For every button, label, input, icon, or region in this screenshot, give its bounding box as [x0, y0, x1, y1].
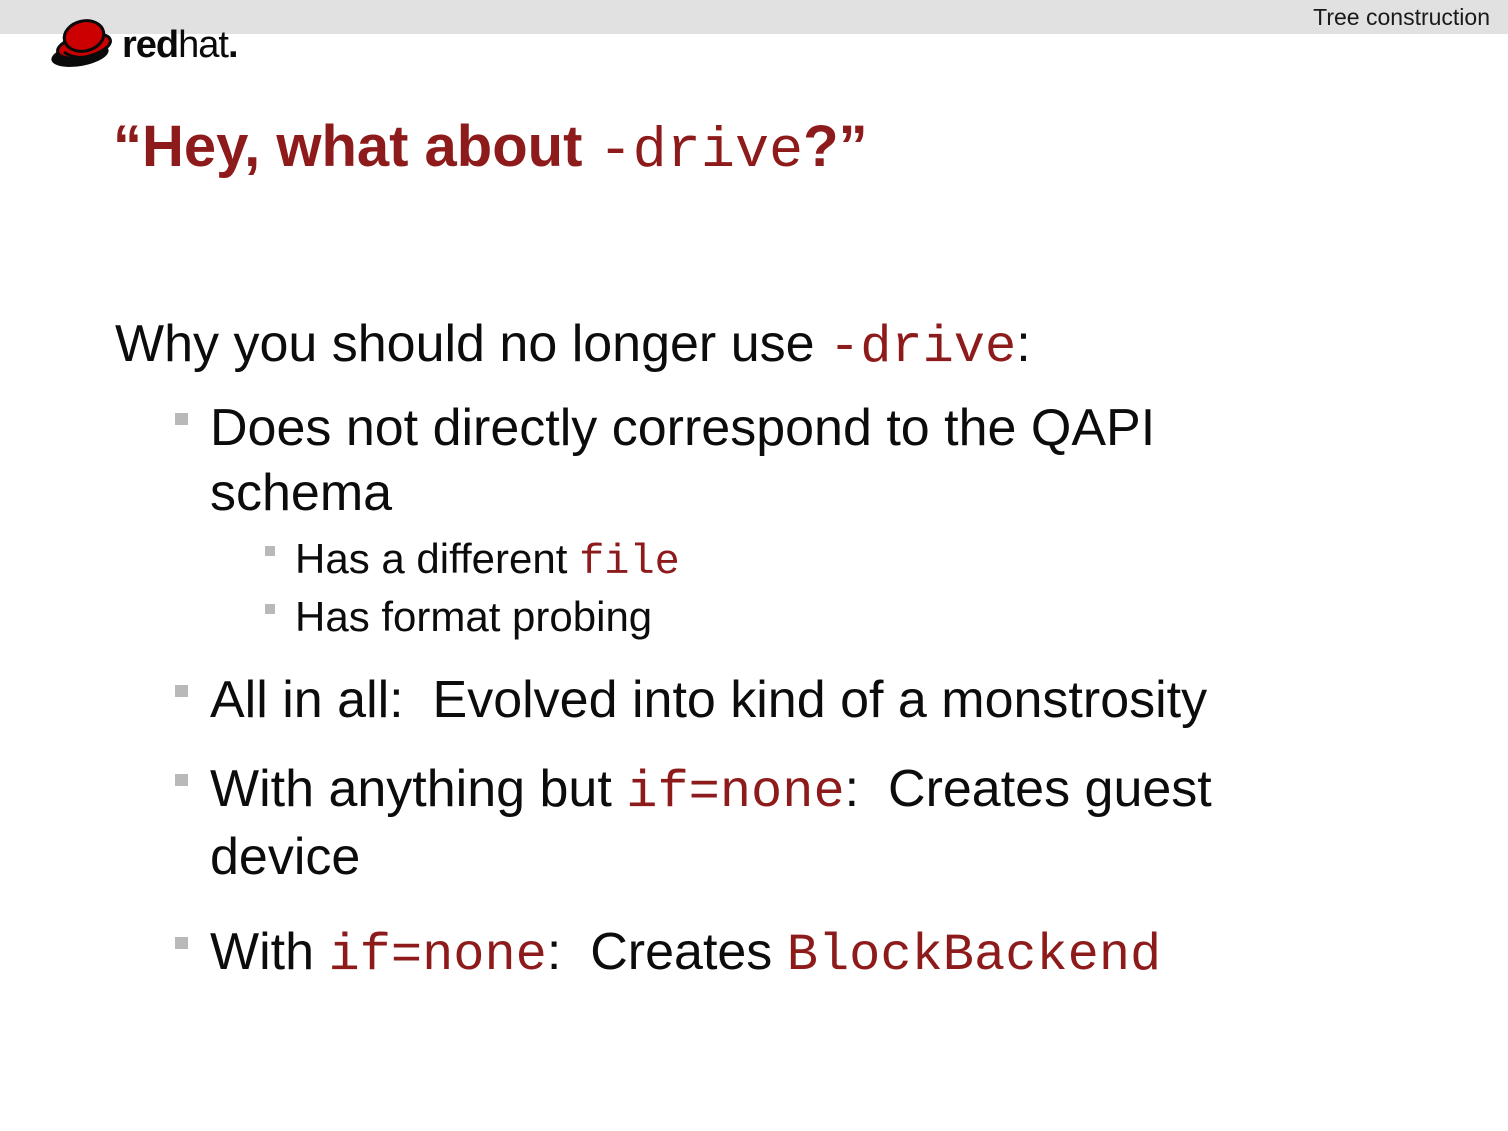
bullet-guest-pre: With anything but	[210, 760, 627, 819]
intro-code-drive: -drive	[828, 318, 1017, 377]
bullet-bb-mid: : Creates	[546, 923, 787, 982]
bullet-item-qapi	[210, 396, 1325, 644]
slide-title	[113, 112, 868, 186]
sub-bullet-square-icon	[265, 604, 275, 614]
sub-probing-text: Has format probing	[295, 592, 653, 640]
bullet-monstrosity-text: All in all: Evolved into kind of a monstrosity	[210, 671, 1208, 730]
bullet-item-monstrosity	[210, 668, 1325, 733]
bullet-code-blockbackend: BlockBackend	[786, 926, 1162, 986]
bullet-square-icon	[175, 937, 188, 949]
section-label: Tree construction	[1313, 4, 1490, 30]
bullet-code-ifnone: if=none	[328, 926, 547, 986]
brand-dot: .	[227, 24, 238, 66]
bullet-item-blockbackend	[210, 920, 1325, 988]
bullet-list	[115, 396, 1325, 988]
bullet-square-icon	[175, 685, 188, 697]
sub-bullet-item-file	[295, 532, 1325, 590]
sub-bullet-list	[210, 532, 1325, 644]
intro-colon: :	[1016, 315, 1031, 373]
title-code-drive: -drive	[598, 120, 804, 184]
intro-line	[115, 312, 1325, 380]
brand-red: red	[122, 24, 179, 66]
redhat-logo	[50, 12, 238, 68]
bullet-square-icon	[175, 774, 188, 786]
red-fedora-hat-icon	[50, 12, 116, 68]
brand-hat: hat	[178, 24, 228, 66]
bullet-square-icon	[175, 413, 188, 425]
intro-text: Why you should no longer use	[115, 315, 829, 373]
bullet-bb-pre: With	[210, 923, 329, 982]
slide-body	[115, 312, 1325, 988]
bullet-code-ifnone: if=none	[626, 763, 845, 823]
sub-bullet-item-probing	[295, 590, 1325, 645]
brand-wordmark	[122, 26, 238, 64]
bullet-qapi-text: Does not directly correspond to the QAPI schema	[210, 399, 1156, 522]
sub-code-file: file	[579, 538, 680, 586]
bullet-guest-post: : Creates guest device	[210, 760, 1227, 887]
title-text-lead: “Hey, what about	[113, 114, 599, 179]
sub-file-text: Has a different	[295, 535, 580, 582]
bullet-item-guest-device	[210, 757, 1325, 890]
title-text-tail: ?”	[803, 114, 868, 179]
sub-bullet-square-icon	[265, 546, 275, 556]
